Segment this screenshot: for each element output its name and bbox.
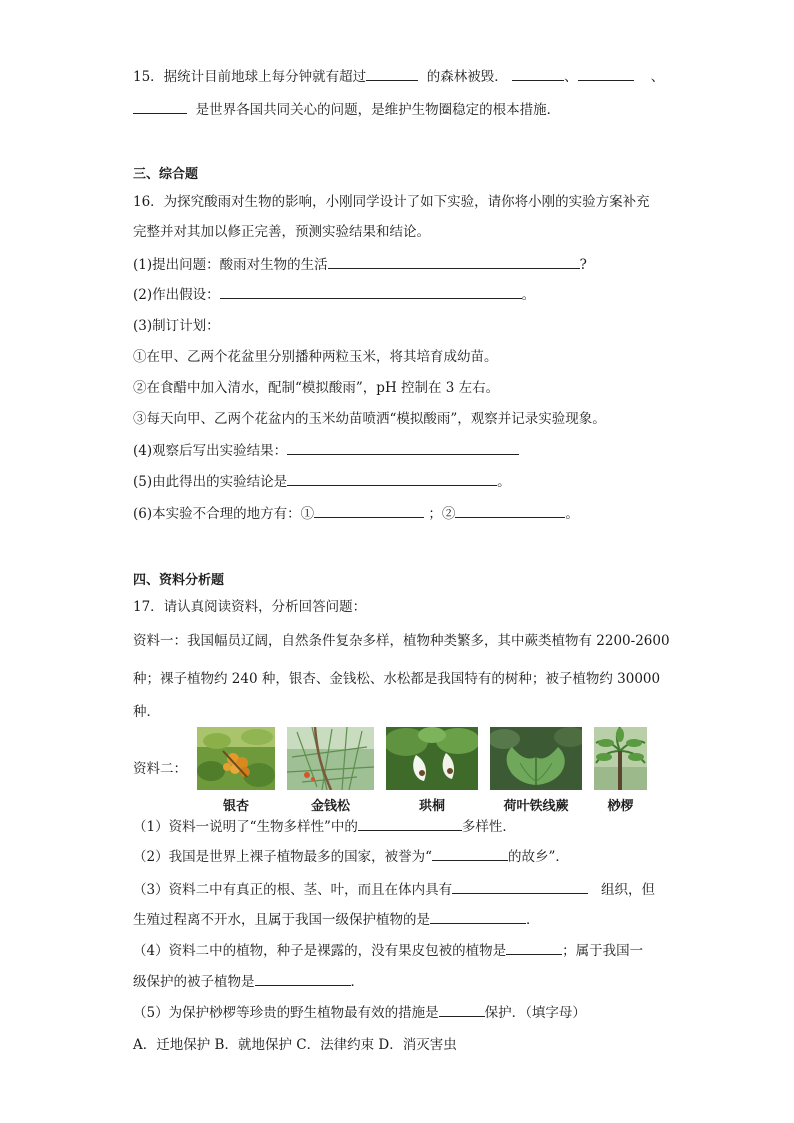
q17-material-1-line3: 种． bbox=[133, 704, 160, 720]
q16-part-6-mid: ；② bbox=[428, 506, 456, 522]
q16-blank-2[interactable] bbox=[220, 286, 522, 299]
q15-text-a: 15．据统计目前地球上每分钟就有超过 bbox=[133, 69, 367, 85]
q16-part-3: (3)制订计划： bbox=[133, 318, 220, 334]
q17-sub-3-line1 bbox=[133, 881, 655, 899]
q16-part-2-text: (2)作出假设： bbox=[133, 287, 220, 303]
q17-sub-1-text: （1）资料一说明了“生物多样性”中的 bbox=[133, 819, 358, 835]
q16-part-1 bbox=[133, 256, 587, 274]
golden-larch-photo bbox=[287, 727, 374, 790]
q17-sub-2-end: 的故乡”． bbox=[508, 849, 569, 865]
dove-tree-photo bbox=[386, 727, 478, 790]
q16-part-5 bbox=[133, 473, 511, 491]
q15-text-b: 的森林被毁． bbox=[426, 69, 508, 85]
q15-text-c: 、 bbox=[564, 69, 578, 85]
q17-blank-1[interactable] bbox=[358, 818, 462, 831]
q17-blank-2[interactable] bbox=[432, 848, 508, 861]
caption-golden-larch: 金钱松 bbox=[310, 799, 350, 814]
q17-sub-1-end: 多样性． bbox=[461, 819, 516, 835]
q16-part-6 bbox=[133, 505, 579, 523]
q15-line1 bbox=[133, 68, 664, 86]
q17-blank-5[interactable] bbox=[506, 942, 562, 955]
q17-sub-4-line2 bbox=[133, 973, 364, 991]
q15-blank-4[interactable] bbox=[133, 101, 187, 114]
q16-blank-6[interactable] bbox=[455, 505, 565, 518]
q17-sub-3-end: ． bbox=[526, 912, 540, 928]
q17-blank-7[interactable] bbox=[439, 1004, 485, 1017]
q17-sub-4-text: （4）资料二中的植物，种子是裸露的，没有果皮包被的植物是 bbox=[133, 943, 507, 959]
ginkgo-photo bbox=[197, 727, 275, 790]
q17-sub-4-mid: ；属于我国一 bbox=[562, 943, 644, 959]
q16-part-2 bbox=[133, 286, 535, 304]
q16-part-5-text: (5)由此得出的实验结论是 bbox=[133, 474, 288, 490]
q16-intro-2: 完整并对其加以修正完善，预测实验结果和结论。 bbox=[133, 224, 430, 240]
q17-material-2-label: 资料二： bbox=[133, 761, 187, 777]
q17-sub-3-line2 bbox=[133, 911, 540, 929]
q17-blank-4[interactable] bbox=[430, 911, 526, 924]
q17-sub-3-text-2: 生殖过程离不开水，且属于我国一级保护植物的是 bbox=[133, 912, 430, 928]
q17-options: A．迁地保护 B．就地保护 C．法律约束 D．消灭害虫 bbox=[133, 1037, 457, 1053]
caption-ginkgo: 银杏 bbox=[222, 799, 249, 814]
q15-blank-1[interactable] bbox=[366, 68, 418, 81]
q16-part-1-text: (1)提出问题：酸雨对生物的生活 bbox=[133, 257, 328, 273]
q15-blank-2[interactable] bbox=[512, 68, 564, 81]
q16-part-5-end: 。 bbox=[497, 474, 511, 490]
q16-step-2: ②在食醋中加入清水，配制“模拟酸雨”，pH 控制在 3 左右。 bbox=[133, 380, 500, 396]
q16-blank-5[interactable] bbox=[314, 505, 424, 518]
q17-material-1-line2: 种；裸子植物约 240 种，银杏、金钱松、水松都是我国特有的树种；被子植物约 30000 bbox=[133, 671, 661, 687]
q17-sub-5-end: 保护．（填字母） bbox=[484, 1005, 586, 1021]
tree-fern-photo bbox=[594, 727, 647, 790]
q17-sub-3-text: （3）资料二中有真正的根、茎、叶，而且在体内具有 bbox=[133, 882, 453, 898]
q16-part-2-end: 。 bbox=[521, 287, 536, 303]
q16-part-4-text: (4)观察后写出实验结果： bbox=[133, 443, 288, 459]
caption-lotus-leaf-fern: 荷叶铁线蕨 bbox=[503, 799, 569, 814]
caption-dove-tree: 珙桐 bbox=[418, 799, 445, 814]
q16-blank-1[interactable] bbox=[328, 256, 580, 269]
q17-sub-2 bbox=[133, 848, 569, 866]
q16-part-4 bbox=[133, 442, 519, 460]
q16-part-6-text: (6)本实验不合理的地方有：① bbox=[133, 506, 315, 522]
q17-sub-3-mid: 组织，但 bbox=[600, 882, 655, 898]
section-3-title: 三、综合题 bbox=[133, 167, 199, 182]
q17-sub-4-line1 bbox=[133, 942, 643, 960]
q17-sub-5 bbox=[133, 1004, 586, 1022]
q16-blank-4[interactable] bbox=[287, 473, 497, 486]
q17-material-1-line1: 资料一：我国幅员辽阔，自然条件复杂多样，植物种类繁多，其中蕨类植物有 2200-2600 bbox=[133, 633, 670, 649]
q15-line2 bbox=[133, 101, 560, 119]
q16-step-3: ③每天向甲、乙两个花盆内的玉米幼苗喷洒“模拟酸雨”，观察并记录实验现象。 bbox=[133, 411, 606, 427]
q17-sub-5-text: （5）为保护桫椤等珍贵的野生植物最有效的措施是 bbox=[133, 1005, 439, 1021]
q15-blank-3[interactable] bbox=[578, 68, 634, 81]
q15-text-d: 、 bbox=[650, 69, 665, 85]
q17-sub-4-end: ． bbox=[350, 974, 364, 990]
q16-part-1-end: ? bbox=[579, 257, 587, 273]
lotus-leaf-fern-photo bbox=[490, 727, 582, 790]
q17-blank-3[interactable] bbox=[452, 881, 588, 894]
q17-blank-6[interactable] bbox=[255, 973, 351, 986]
q16-blank-3[interactable] bbox=[287, 442, 519, 455]
q17-intro: 17．请认真阅读资料，分析回答问题： bbox=[133, 599, 367, 615]
caption-tree-fern: 桫椤 bbox=[607, 799, 634, 814]
q15-text-e: 是世界各国共同关心的问题，是维护生物圈稳定的根本措施． bbox=[195, 102, 561, 118]
q16-step-1: ①在甲、乙两个花盆里分别播种两粒玉米，将其培育成幼苗。 bbox=[133, 349, 498, 365]
q17-sub-4-text-2: 级保护的被子植物是 bbox=[133, 974, 255, 990]
q16-intro-1: 16．为探究酸雨对生物的影响，小刚同学设计了如下实验，请你将小刚的实验方案补充 bbox=[133, 194, 650, 210]
q17-sub-2-text: （2）我国是世界上裸子植物最多的国家，被誉为“ bbox=[133, 849, 432, 865]
section-4-title: 四、资料分析题 bbox=[133, 573, 225, 588]
q17-sub-1 bbox=[133, 818, 516, 836]
q16-part-6-end: 。 bbox=[565, 506, 579, 522]
